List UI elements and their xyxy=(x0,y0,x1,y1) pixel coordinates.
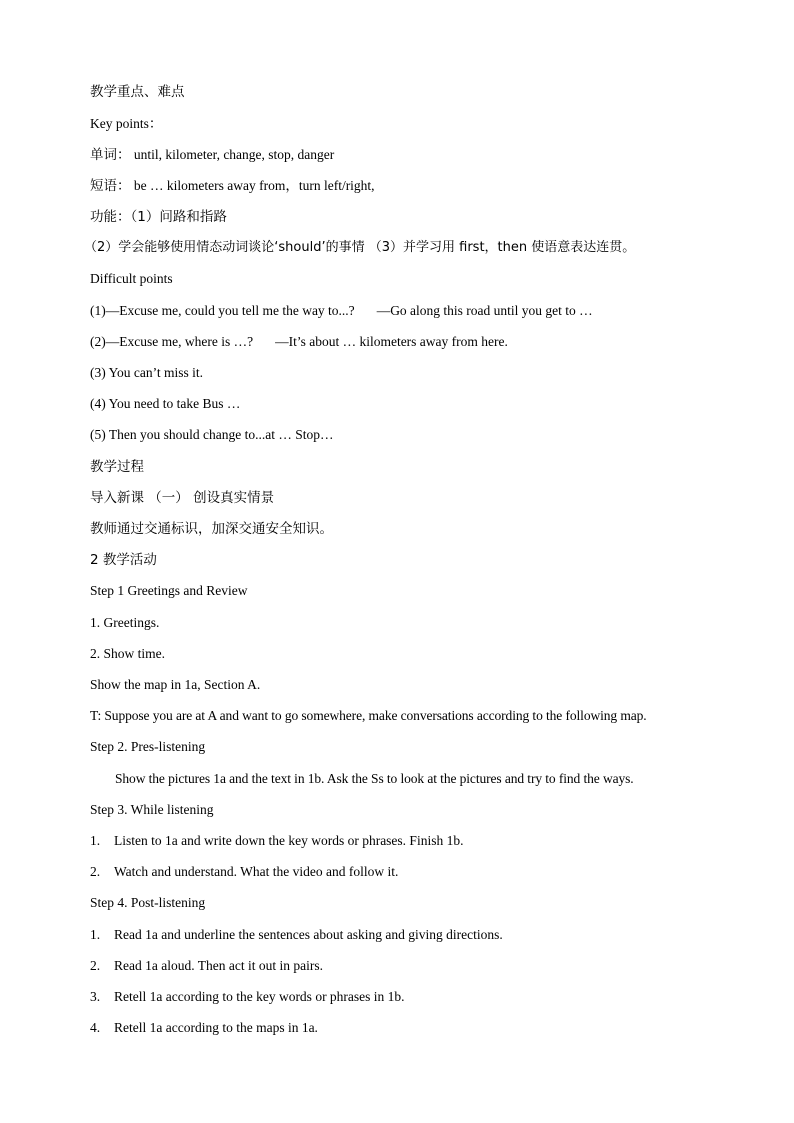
difficult-item xyxy=(90,333,508,351)
step3-item xyxy=(90,863,398,881)
step4-item xyxy=(90,957,323,975)
step3-item-number: 2. xyxy=(90,864,101,879)
difficult-item: (3) You can’t miss it. xyxy=(90,365,204,380)
step1-heading: Step 1 Greetings and Review xyxy=(90,583,248,598)
difficult-item-answer: —Go along this road until you get to … xyxy=(376,303,593,318)
step4-item-number: 1. xyxy=(90,927,101,942)
step4-heading: Step 4. Post-listening xyxy=(90,895,206,910)
step1-teacher: T: Suppose you are at A and want to go somewhere, make conversations according to the following map. xyxy=(90,708,647,723)
vocab-text: until, kilometer, change, stop, danger xyxy=(133,147,335,162)
phrase-text: be … kilometers away from，turn left/right, xyxy=(133,178,375,193)
difficult-item-question: (2)—Excuse me, where is …? xyxy=(90,334,254,349)
phrase-label: 短语： xyxy=(90,178,131,194)
process-heading: 教学过程 xyxy=(90,459,144,475)
step3-item-text: Watch and understand. What the video and follow it. xyxy=(114,864,399,879)
step4-item-text: Read 1a aloud. Then act it out in pairs. xyxy=(114,958,323,973)
difficult-item: (4) You need to take Bus … xyxy=(90,396,241,411)
step2-text: Show the pictures 1a and the text in 1b. Ask the Ss to look at the pictures and try to find the ways. xyxy=(115,771,634,786)
intro-heading: 导入新课 （一） 创设真实情景 xyxy=(90,490,275,506)
step4-item-number: 2. xyxy=(90,958,101,973)
step4-item-text: Read 1a and underline the sentences about asking and giving directions. xyxy=(114,927,503,942)
difficult-item-answer: —It’s about … kilometers away from here. xyxy=(275,334,508,349)
step1-item: 1. Greetings. xyxy=(90,615,160,630)
vocab-label: 单词： xyxy=(90,147,131,163)
step4-item xyxy=(90,926,503,944)
step3-heading: Step 3. While listening xyxy=(90,802,214,817)
heading-focus: 教学重点、难点 xyxy=(90,84,185,100)
step1-item: 2. Show time. xyxy=(90,646,166,661)
key-points-label: Key points： xyxy=(90,116,163,131)
difficult-item xyxy=(90,302,593,320)
step4-item xyxy=(90,1019,318,1037)
step4-item-number: 4. xyxy=(90,1020,101,1035)
step4-item xyxy=(90,988,405,1006)
activity-heading: 2 教学活动 xyxy=(90,552,157,568)
difficult-label: Difficult points xyxy=(90,271,173,286)
step3-item xyxy=(90,832,463,850)
step3-item-number: 1. xyxy=(90,833,101,848)
step2-heading: Step 2. Pres-listening xyxy=(90,739,206,754)
step4-item-number: 3. xyxy=(90,989,101,1004)
step3-item-text: Listen to 1a and write down the key words or phrases. Finish 1b. xyxy=(114,833,464,848)
function-label: 功能：（1）问路和指路 xyxy=(90,209,227,225)
difficult-item: (5) Then you should change to...at … Stop… xyxy=(90,427,334,442)
difficult-item-question: (1)—Excuse me, could you tell me the way to...? xyxy=(90,303,355,318)
step4-item-text: Retell 1a according to the key words or phrases in 1b. xyxy=(114,989,405,1004)
phrase-line xyxy=(90,177,375,195)
intro-text: 教师通过交通标识，加深交通安全知识。 xyxy=(90,521,333,537)
vocab-line xyxy=(90,146,334,164)
function-line2: （2）学会能够使用情态动词谈论‘should’的事情 （3）并学习用 first，then 使语意表达连贯。 xyxy=(84,240,636,255)
step4-item-text: Retell 1a according to the maps in 1a. xyxy=(114,1020,318,1035)
step1-map: Show the map in 1a, Section A. xyxy=(90,677,261,692)
